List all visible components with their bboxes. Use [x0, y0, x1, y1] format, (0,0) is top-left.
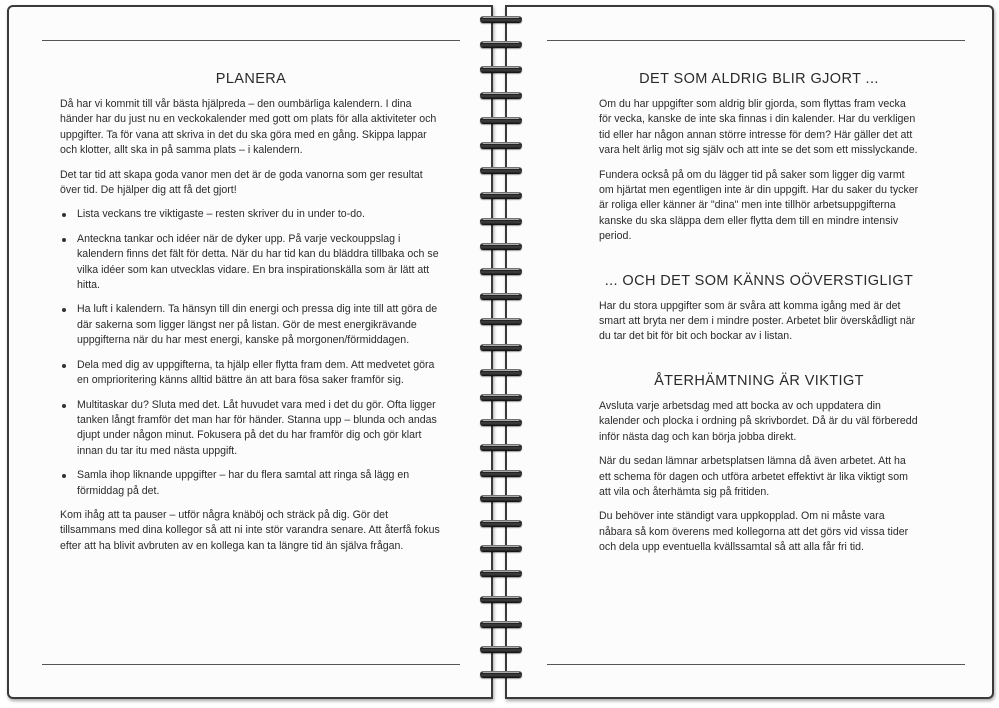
spiral-coil-icon [480, 394, 522, 401]
spiral-coil-icon [480, 596, 522, 603]
spiral-coil-icon [480, 495, 522, 502]
top-rule [42, 40, 460, 41]
paragraph-outro: Kom ihåg att ta pauser – utför några knäböj och sträck på dig. Gör det tillsammans med dina kollegor så att ni inte stör varandra senare. Att återfå fokus efter att ha blivit avbruten av en kollega kan ta längre tid än själva frågan. [60, 508, 440, 552]
paragraph: Har du stora uppgifter som är svåra att komma igång med är det smart att bryta ner dem i mindre poster. Arbetet blir överskådligt när du tar det bit för bit och bockar av i listan. [599, 299, 916, 343]
spiral-coil-icon [480, 192, 522, 199]
spiral-coil-icon [480, 92, 522, 99]
paragraph: Om du har uppgifter som aldrig blir gjorda, som flyttas fram vecka för vecka, kanske de inte ska finnas i din kalender. Har du verkligen tid eller har någon annan större intresse för dem? Här gäller det att vara helt ärlig mot sig själv och att inte se det som ett misslyckande. [599, 98, 918, 157]
spiral-coil-icon [480, 66, 522, 73]
section-title-aldrig-gjort: DET SOM ALDRIG BLIR GJORT ... [639, 71, 879, 87]
list-item: Samla ihop liknande uppgifter – har du flera samtal att ringa så lägg en förmiddag på det. [60, 468, 442, 499]
spiral-coil-icon [480, 243, 522, 250]
paragraph: Fundera också på om du lägger tid på saker som ligger dig varmt om hjärtat men egentligen inte är din uppgift. Har du saker du tycker är roliga eller känner är "dina" men inte tillhör arbetsuppgifterna kanske du ska släppa dem eller flytta dem till en mindre intensiv period. [599, 168, 919, 243]
paragraph-intro-2: Det tar tid att skapa goda vanor men det är de goda vanorna som ger resultat över tid. De hjälper dig att få det gjort! [60, 168, 423, 197]
spiral-coil-icon [480, 318, 522, 325]
top-rule [547, 40, 965, 41]
spiral-coil-icon [480, 218, 522, 225]
spiral-coil-icon [480, 344, 522, 351]
spiral-coil-icon [480, 268, 522, 275]
left-page [7, 5, 493, 699]
spiral-coil-icon [480, 470, 522, 477]
tips-list [60, 207, 442, 499]
list-item: Lista veckans tre viktigaste – resten skriver du in under to-do. [60, 207, 442, 222]
bottom-rule [547, 664, 965, 665]
paragraph: När du sedan lämnar arbetsplatsen lämna då även arbetet. Att ha ett schema för dagen och utföra arbetet effektivt är lika viktigt som att vila och återhämta sig på fritiden. [599, 455, 908, 498]
spiral-coil-icon [480, 520, 522, 527]
spiral-coil-icon [480, 117, 522, 124]
paragraph-intro-1: Då har vi kommit till vår bästa hjälpreda – den oumbärliga kalendern. I dina händer har du just nu en veckokalender med gott om plats för alla aktiviteter och uppgifter. Ta för vana att skriva in det du ska göra med en gång. Skippa lappar och klotter, allt ska in på samma plats – i kalendern. [60, 98, 437, 157]
list-item: Dela med dig av uppgifterna, ta hjälp eller flytta fram dem. Att medvetet göra en omprioritering känns alltid bättre än att bara fösa saker framför sig. [60, 358, 442, 389]
spiral-coil-icon [480, 419, 522, 426]
left-page-content [60, 71, 442, 563]
right-page [505, 5, 994, 699]
list-item: Anteckna tankar och idéer när de dyker upp. På varje veckouppslag i kalendern finns det fält för detta. När du har tid kan du bläddra tillbaka och se vilka idéer som kan utvecklas vidare. En bra inspirationskälla som är lätt att hitta. [60, 232, 442, 294]
paragraph: Du behöver inte ständigt vara uppkopplad. Om ni måste vara nåbara så kom överens med kollegorna att det görs vid vissa tider och dela upp eventuella kvällssamtal så att alla får fri tid. [599, 510, 909, 554]
spiral-coil-icon [480, 369, 522, 376]
section-title-planera: PLANERA [215, 71, 287, 87]
spiral-coil-icon [480, 293, 522, 300]
spiral-binding-icon [478, 8, 524, 698]
list-item: Multitaskar du? Sluta med det. Låt huvudet vara med i det du gör. Ofta ligger tanken långt framför det man har för händer. Stanna upp – blunda och andas djupt under någon minut. Fokusera på det du har framför dig och gör klart innan du tar itu med nästa uppgift. [60, 398, 442, 460]
spiral-coil-icon [480, 671, 522, 678]
spiral-coil-icon [480, 621, 522, 628]
section-title-oöverstigligt: ... OCH DET SOM KÄNNS OÖVERSTIGLIGT [604, 272, 914, 289]
right-page-content [599, 71, 919, 565]
spiral-coil-icon [480, 167, 522, 174]
paragraph: Avsluta varje arbetsdag med att bocka av och uppdatera din kalender och plocka i ordning på skrivbordet. Då är du väl förberedd inför nästa dag och kan börja jobba direkt. [599, 399, 918, 443]
spiral-coil-icon [480, 444, 522, 451]
section-title-aterhamtning: ÅTERHÄMTNING ÄR VIKTIGT [654, 372, 864, 389]
spiral-coil-icon [480, 142, 522, 149]
list-item: Ha luft i kalendern. Ta hänsyn till din energi och pressa dig inte till att göra de där sakerna som ligger längst ner på listan. Gör de mest energikrävande uppgifterna när du har mest energi, kanske på morgonen/förmiddagen. [60, 302, 442, 348]
bottom-rule [42, 664, 460, 665]
spiral-coil-icon [480, 646, 522, 653]
spiral-coil-icon [480, 570, 522, 577]
spiral-coil-icon [480, 16, 522, 23]
spiral-coil-icon [480, 41, 522, 48]
spiral-coil-icon [480, 545, 522, 552]
